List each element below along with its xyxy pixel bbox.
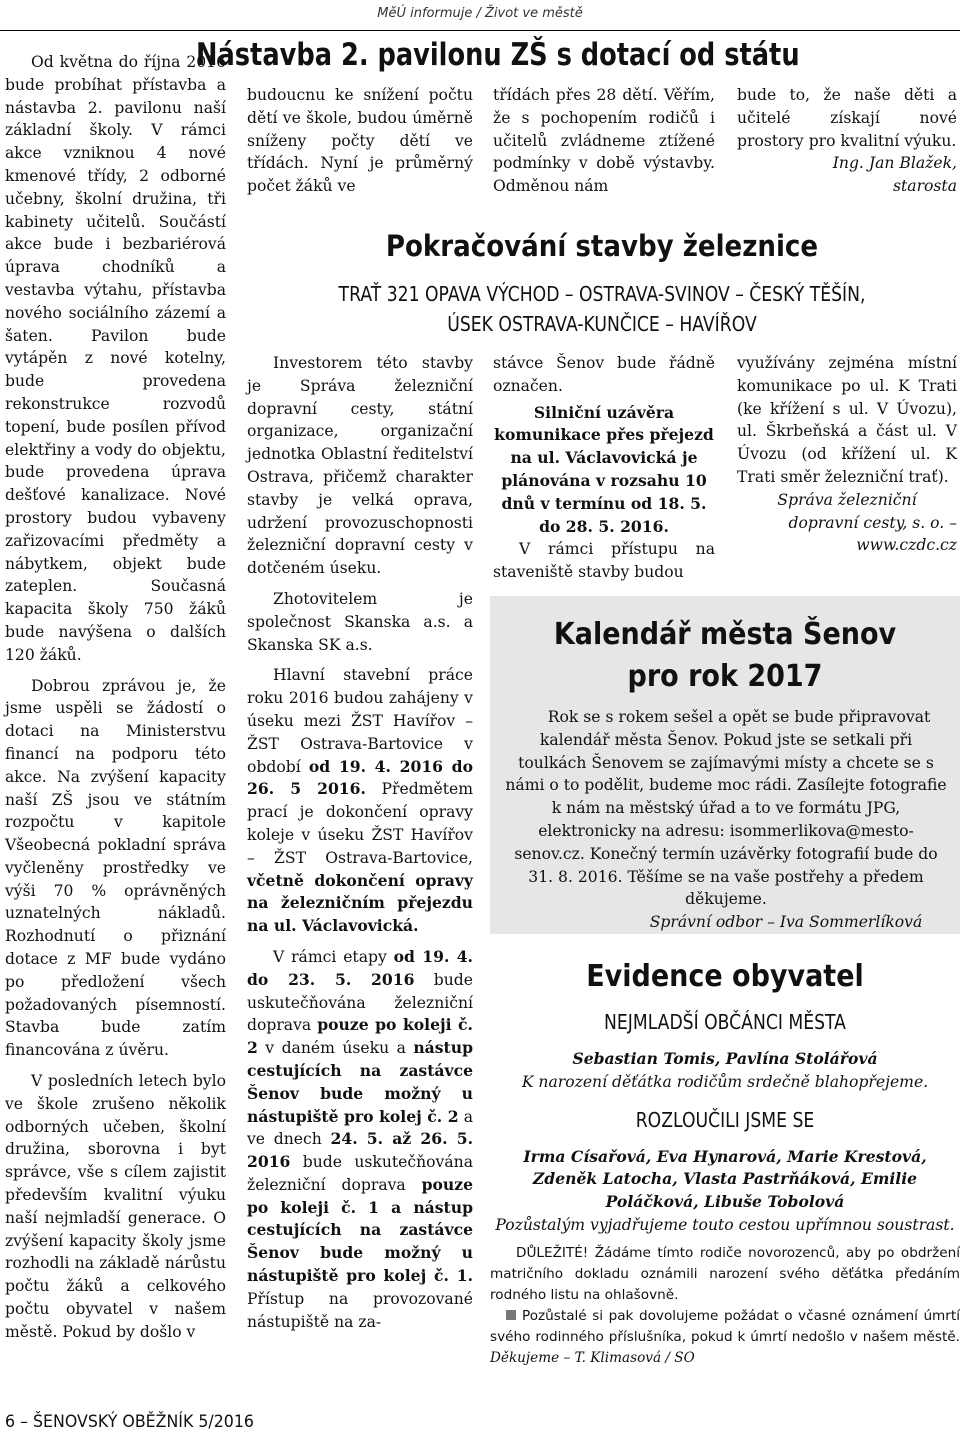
newborn-heading: NEJMLADŠÍ OBČÁNCI MĚSTA <box>604 1010 846 1034</box>
railway-stop-text: stávce Šenov bude řádně označen. <box>493 354 715 395</box>
farewell-names: Irma Císařová, Eva Hynarová, Marie Krestová, Zdeněk Latocha, Vlasta Pastrňáková, Emilie Poláčková, Libuše Tobolová <box>523 1146 927 1212</box>
farewell-heading: ROZLOUČILI JSME SE <box>635 1107 815 1132</box>
school-column-4 <box>737 84 957 198</box>
railway-subtitle-1: TRAŤ 321 OPAVA VÝCHOD – OSTRAVA-SVINOV – ČESKÝ TĚŠÍN, <box>338 282 866 306</box>
bullet-square-icon <box>506 1310 516 1320</box>
railway-contractor-text: Zhotovitelem je společnost Skanska a.s. a Skanska SK a.s. <box>247 589 473 654</box>
calendar-title-2: pro rok 2017 <box>627 659 823 694</box>
school-paragraph-3: V posledních letech bylo ve škole zrušeno několik odborných učeben, školní družina, sborovna i byt správce, vše s cílem zajistit především kvalitní výuku naší nejmladší generace. O zvýšení kapacity školy jsme rozhodli na základě nárůstu počtu žáků a celkového počtu obyvatel v našem městě. Pokud by došlo v <box>5 1072 226 1341</box>
railway-signature-1: Správa železniční <box>777 490 917 509</box>
calendar-box <box>490 596 960 934</box>
railway-access-text: V rámci přístupu na staveniště stavby budou <box>493 540 715 582</box>
registry-notice-1: DŮLEŽITÉ! Žádáme tímto rodiče novorozenců, aby po obdržení matričního dokladu oznámili narození svého děťátka předáním rodného listu na ohlašovně. <box>490 1244 960 1303</box>
farewell-condolence: Pozůstalým vyjadřujeme touto cestou upřímnou soustrast. <box>495 1215 955 1234</box>
railway-title: Pokračování stavby železnice <box>385 229 819 263</box>
school-column-1 <box>5 51 226 1344</box>
railway-stage-text: V rámci etapy od 19. 4. do 23. 5. 2016 bude uskutečňována železniční doprava pouze po koleji č. 2 v daném úseku a nástup cestujících na zastávce Šenov bude možný u nástupiště pro kolej č. 2 a ve dnech 24. 5. až 26. 5. 2016 bude uskutečňována železniční doprava pouze po koleji č. 1 a nástup cestujících na zastávce Šenov bude možný u nástupiště pro kolej č. 1. Přístup na provozované nástupiště na za- <box>247 946 474 1331</box>
school-column-2 <box>247 84 473 198</box>
newborn-wish: K narození děťátka rodičům srdečně blahopřejeme. <box>521 1072 929 1091</box>
railway-roads-text: využívány zejména místní komunikace po ul. K Trati (ke křížení s ul. V Úvozu), ul. Škrbeňská a část ul. V Úvozu (od křížení ul. K Trati směr železniční trať). <box>737 354 957 486</box>
railway-column-1 <box>247 352 473 1333</box>
calendar-body: Rok se s rokem sešel a opět se bude připravovat kalendář města Šenov. Pokud jste se setkali při toulkách Šenovem se zajímavými místy a chcete se s námi o to podělit, budeme moc rádi. Zasílejte fotografie k nám na městský úřad a to ve formátu JPG, elektronicky na adresu: isommerlikova@mesto-senov.cz. Konečný termín uzávěrky fotografií bude do 31. 8. 2016. Těšíme se na vaše postřehy a předem děkujeme. <box>505 708 947 909</box>
header-rule <box>0 30 960 31</box>
school-paragraph-cont-2: třídách přes 28 dětí. Věřím, že s pochopením rodičů i učitelů zvládneme ztížené podmínky v době výstavby. Odměnou nám <box>493 86 715 196</box>
school-paragraph-cont-3: bude to, že naše děti a učitelé získají nové prostory pro kvalitní výuku. <box>737 86 957 150</box>
school-paragraph-1: Od května do října 2016 bude probíhat přístavba a nástavba 2. pavilonu naší základní školy. V rámci akce vzniknou 4 nové kmenové třídy, 2 odborné učebny, školní družina, tři kabinety učitelů. Součástí akce bude i bezbariérová úprava chodníků a vestavba výtahu, přístavba nového sociálního zázemí a šaten. Pavilon bude vytápěn z nové kotelny, bude provedena rekonstrukce rozvodů topení, bude posílen přívod elektřiny a vody do objektu, bude provedena úprava dešťové kanalizace. Nové prostory budou vybaveny zařizovacími předměty a nábytkem, objekt bude zateplen. Současná kapacita školy 750 žáků bude navýšena o dalších 120 žáků. <box>5 53 226 664</box>
school-paragraph-cont-1: budoucnu ke snížení počtu dětí ve škole, budou úměrně sníženy počty dětí ve třídách. Nyní je průměrný počet žáků ve <box>247 86 473 196</box>
school-signature-name: Ing. Jan Blažek, <box>832 154 957 173</box>
school-paragraph-2: Dobrou zprávou je, že jsme uspěli se žádostí o dotaci na Ministerstvu financí na podporu této akce. Na zvýšení kapacity naší ZŠ jsou ve státním rozpočtu v kapitole Všeobecná pokladní správa vyčleněny prostředky ve výši 70 % oprávněných uznatelných nákladů. Rozhodnutí o přiznání dotace z MF bude vydáno po předložení všech požadovaných písemností. Stavba bude zatím financována z úvěru. <box>5 676 226 1060</box>
newborn-names: Sebastian Tomis, Pavlína Stolářová <box>572 1049 878 1068</box>
page-footer: 6 – ŠENOVSKÝ OBĚŽNÍK 5/2016 <box>5 1412 254 1432</box>
railway-signature-3: www.czdc.cz <box>856 536 957 555</box>
railway-column-3 <box>737 352 957 557</box>
railway-subtitle-2: ÚSEK OSTRAVA-KUNČICE – HAVÍŘOV <box>447 312 757 336</box>
school-column-3 <box>493 84 715 198</box>
calendar-title-1: Kalendář města Šenov <box>553 617 897 652</box>
railway-road-closure: Silniční uzávěra komunikace přes přejezd na ul. Václavovická je plánována v rozsahu 10 dnů v termínu od 18. 5. do 28. 5. 2016. <box>494 402 714 536</box>
registry-section <box>490 956 960 1369</box>
railway-works-text: Hlavní stavební práce roku 2016 budou zahájeny v úseku mezi ŽST Havířov – ŽST Ostrava-Bartovice v období od 19. 4. 2016 do 26. 5 2016. Předmětem prací je dokončení opravy koleje v úseku ŽST Havířov – ŽST Ostrava-Bartovice, včetně dokončení opravy na železničním přejezdu na ul. Václavovická. <box>247 666 473 936</box>
page-title: Nástavba 2. pavilonu ZŠ s dotací od státu <box>196 37 800 73</box>
registry-title: Evidence obyvatel <box>586 959 864 994</box>
section-label: MěÚ informuje / Život ve městě <box>377 6 583 21</box>
railway-column-2 <box>493 352 715 584</box>
railway-investor-text: Investorem této stavby je Správa železniční dopravní cesty, státní organizace, organizační jednotka Oblastní ředitelství Ostrava, přičemž charakter stavby je velká oprava, udržení provozuschopnosti železniční dopravní cesty v dotčeném úseku. <box>247 354 473 578</box>
railway-signature-2: dopravní cesty, s. o. – <box>788 513 957 532</box>
school-signature-role: starosta <box>893 177 957 196</box>
registry-notice-2: Pozůstalé si pak dovolujeme požádat o včasné oznámení úmrtí svého rodinného příslušníka, pokud k úmrtí nedošlo v našem městě. Děkujeme – T. Klimasová / SO <box>490 1307 960 1366</box>
calendar-signature: Správní odbor – Iva Sommerlíková <box>649 913 923 932</box>
